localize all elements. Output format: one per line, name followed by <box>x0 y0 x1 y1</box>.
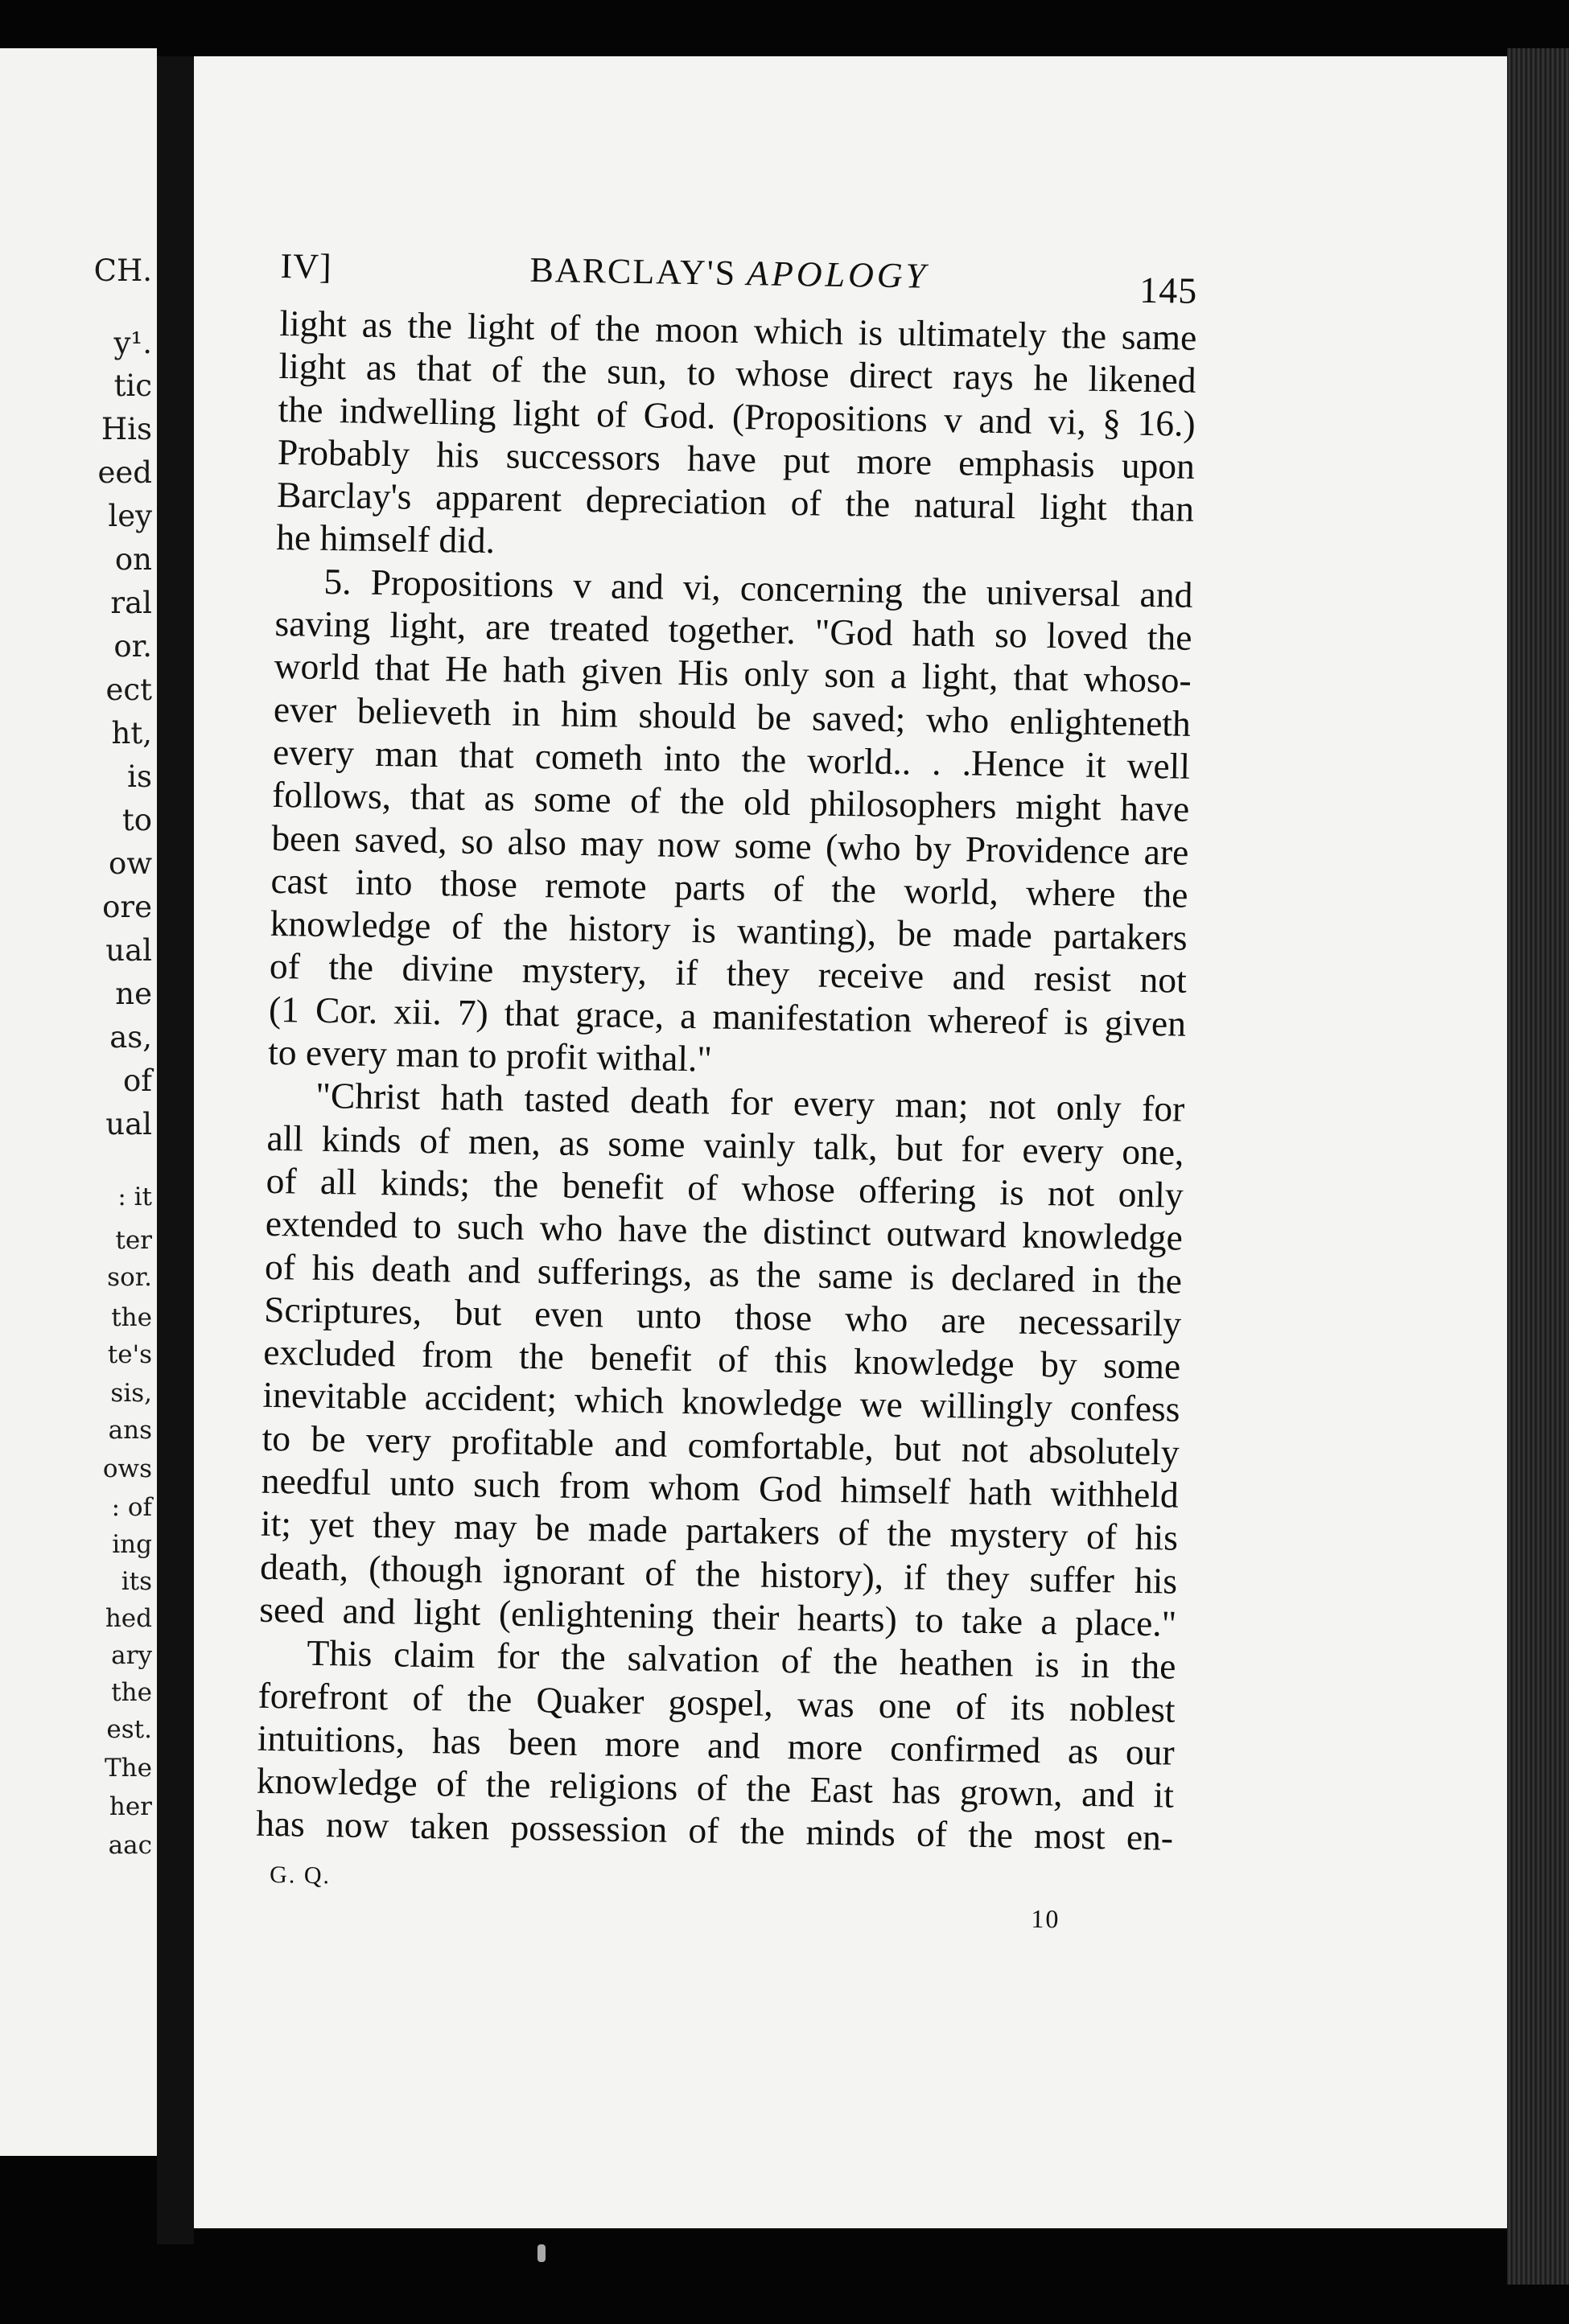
body-line: "Christ hath tasted death for every man; not only for <box>315 1075 1185 1130</box>
body-line: needful unto such from whom God himself hath withheld <box>261 1459 1180 1516</box>
left-page-fragment <box>0 48 157 2156</box>
scan-speck <box>537 2244 546 2262</box>
left-page-fragment-text: her <box>109 1792 152 1821</box>
left-page-fragment-text: ary <box>111 1641 152 1670</box>
body-line: (1 Cor. xii. 7) that grace, a manifestation whereof is given <box>268 988 1187 1044</box>
body-line: follows, that as some of the old philosophers might have <box>271 774 1190 830</box>
body-line: knowledge of the religions of the East has grown, and it <box>256 1759 1175 1816</box>
body-line: inevitable accident; which knowledge we willingly confess <box>262 1374 1180 1430</box>
body-line: he himself did. <box>275 516 496 561</box>
left-page-fragment-text: the <box>111 1678 152 1707</box>
body-line: the indwelling light of God. (Propositions v and vi, § 16.) <box>278 388 1196 444</box>
left-page-fragment-text: ley <box>108 499 152 533</box>
left-page-fragment-text: : of <box>111 1493 152 1522</box>
running-title <box>529 249 929 297</box>
left-page-fragment-text: The <box>105 1754 152 1783</box>
body-line: forefront of the Quaker gospel, was one of its noblest <box>257 1674 1176 1730</box>
left-page-fragment-text: or. <box>113 629 152 664</box>
body-text <box>256 302 1197 1859</box>
body-line: 5. Propositions v and vi, concerning the universal and <box>323 560 1193 615</box>
page-footer <box>255 1861 1173 1934</box>
body-line: excluded from the benefit of this knowledge by some <box>262 1331 1181 1387</box>
left-page-fragment-text: ht, <box>111 716 152 751</box>
section-marker: IV] <box>280 245 333 287</box>
left-page-fragment-text: y¹. <box>113 326 152 360</box>
book-gutter <box>157 56 194 2244</box>
page-number: 145 <box>1139 269 1198 311</box>
body-line: Probably his successors have put more emphasis upon <box>277 430 1196 487</box>
left-page-fragment-text: on <box>114 542 152 577</box>
body-line: seed and light (enlightening their hearts) to take a place." <box>258 1588 1177 1644</box>
body-line: all kinds of men, as some vainly talk, but for every one, <box>266 1117 1184 1173</box>
left-page-fragment-text: ral <box>110 586 152 620</box>
left-page-fragment-text: ans <box>108 1416 152 1445</box>
left-page-fragment-text: eed <box>97 455 152 490</box>
body-line: of his death and sufferings, as the same is declared in the <box>264 1245 1183 1302</box>
body-line: to be very profitable and comfortable, but not absolutely <box>262 1417 1180 1473</box>
left-page-fragment-text: its <box>121 1567 152 1596</box>
left-page-fragment-text: ne <box>115 977 152 1011</box>
body-line: intuitions, has been more and more confirmed as our <box>257 1717 1176 1773</box>
body-line: extended to such who have the distinct outward knowledge <box>265 1203 1184 1258</box>
sheet-number: 10 <box>1031 1903 1060 1934</box>
page-content <box>255 245 1198 1934</box>
left-page-fragment-text: te's <box>107 1340 152 1369</box>
left-page-fragment-text: of <box>123 1063 152 1098</box>
running-title-plain: BARCLAY'S <box>529 249 747 294</box>
left-page-fragment-text: ual <box>105 933 152 968</box>
left-page-fragment-text: ing <box>112 1530 152 1559</box>
left-page-fragment-text: to <box>121 803 152 837</box>
body-line: ever believeth in him should be saved; who enlighteneth <box>273 688 1192 744</box>
left-page-fragment-text: ter <box>115 1226 152 1255</box>
running-title-italic: APOLOGY <box>746 253 929 296</box>
left-page-fragment-text: is <box>127 759 152 794</box>
left-page-fragment-text: His <box>101 412 152 446</box>
right-page <box>194 56 1507 2228</box>
body-line: Barclay's apparent depreciation of the natural light than <box>276 474 1195 530</box>
body-line: cast into those remote parts of the world, where the <box>270 859 1188 915</box>
left-page-fragment-text: ual <box>105 1107 152 1141</box>
body-line: to every man to profit withal." <box>267 1030 713 1080</box>
page-stack-edge <box>1507 48 1569 2285</box>
body-line: world that He hath given His only son a light, that whoso- <box>274 645 1192 701</box>
body-line: been saved, so also may now some (who by Providence are <box>271 816 1189 873</box>
left-page-fragment-text: ect <box>105 673 152 707</box>
left-page-fragment-text: aac <box>108 1831 152 1860</box>
body-line: has now taken possession of the minds of the most en- <box>255 1803 1174 1859</box>
left-page-fragment-text: hed <box>105 1604 152 1633</box>
body-line: light as that of the sun, to whose direct rays he likened <box>278 345 1196 401</box>
left-page-fragment-text: est. <box>106 1715 152 1744</box>
left-page-fragment-text: sor. <box>107 1263 152 1292</box>
left-page-fragment-text: tic <box>113 368 152 403</box>
body-line: Scriptures, but even unto those who are necessarily <box>263 1288 1182 1344</box>
body-line: light as the light of the moon which is ultimately the same <box>279 302 1197 358</box>
left-page-fragment-text: : it <box>117 1183 152 1211</box>
body-line: it; yet they may be made partakers of the mystery of his <box>260 1503 1179 1559</box>
body-line: every man that cometh into the world.. . .Hence it well <box>272 730 1191 787</box>
left-page-fragment-text: ore <box>102 890 152 924</box>
body-line: knowledge of the history is wanting), be made partakers <box>270 903 1188 958</box>
body-line: This claim for the salvation of the heathen is in the <box>307 1631 1176 1687</box>
left-page-fragment-text: ows <box>102 1454 152 1483</box>
signature-mark: G. Q. <box>269 1861 332 1889</box>
body-line: of all kinds; the benefit of whose offering is not only <box>266 1159 1184 1215</box>
left-page-fragment-text: as, <box>109 1020 152 1055</box>
body-line: of the divine mystery, if they receive and resist not <box>269 945 1188 1002</box>
body-line: death, (though ignorant of the history), if they suffer his <box>259 1545 1178 1602</box>
left-page-fragment-text: CH. <box>93 253 152 288</box>
left-page-fragment-text: the <box>111 1303 152 1332</box>
body-line: saving light, are treated together. "God hath so loved the <box>274 603 1192 658</box>
left-page-fragment-text: sis, <box>110 1379 152 1408</box>
left-page-fragment-text: ow <box>109 846 152 881</box>
